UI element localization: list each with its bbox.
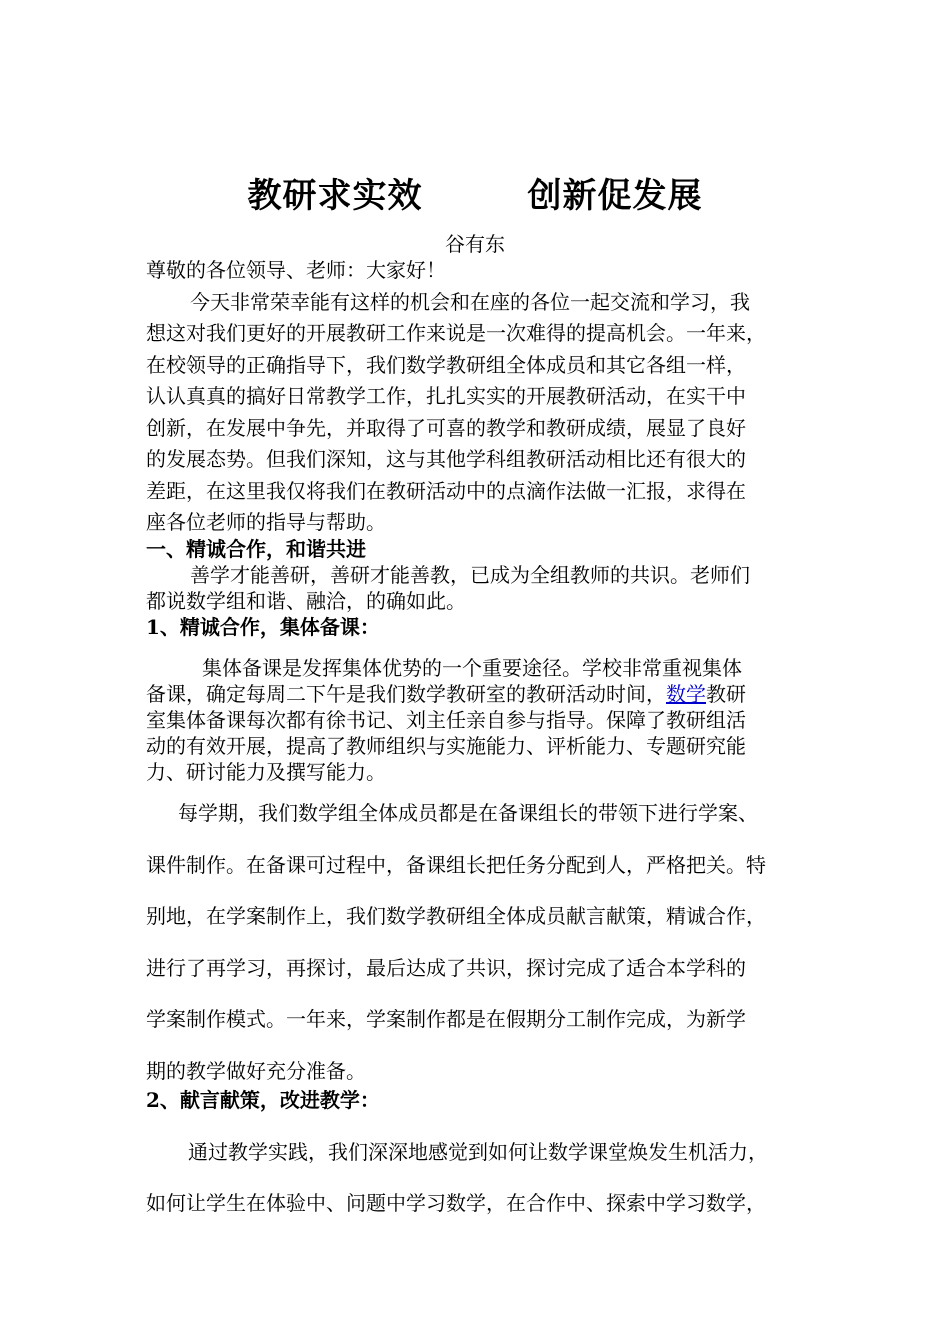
section-1-text-line: 善学才能善研，善研才能善教，已成为全组教师的共识。老师们 [190,563,750,587]
subsection-1-paragraph-2 [146,788,826,1097]
subsection-1-heading: 1、精诚合作，集体备课： [146,615,380,639]
paragraph-text: 备课，确定每周二下午是我们数学教研室的教研活动时间， [146,682,666,706]
intro-line: 座各位老师的指导与帮助。 [146,510,386,534]
intro-line: 创新，在发展中争先，并取得了可喜的教学和教研成绩，展显了良好 [146,415,746,440]
subsection-2-heading: 2、献言献策，改进教学： [146,1088,380,1112]
intro-line: 的发展态势。但我们深知，这与其他学科组教研活动相比还有很大的 [146,447,746,471]
intro-line: 想这对我们更好的开展教研工作来说是一次难得的提高机会。一年来， [146,321,766,345]
author-name: 谷有东 [445,232,505,256]
paragraph-line: 别地，在学案制作上，我们数学教研组全体成员献言献策，精诚合作， [146,904,766,928]
greeting: 尊敬的各位领导、老师：大家好！ [146,258,446,282]
intro-section [146,255,826,539]
paragraph-text: 教研 [706,682,746,706]
subsection-1-heading-block [146,614,826,640]
subsection-2 [146,1075,826,1230]
section-1-heading: 一、精诚合作，和谐共进 [146,537,366,561]
document-title: 教研求实效 创新促发展 [247,176,703,216]
paragraph-line: 集体备课是发挥集体优势的一个重要途径。学校非常重视集体 [202,656,742,680]
section-1-text-line: 都说数学组和谐、融洽，的确如此。 [146,589,466,613]
paragraph-line: 动的有效开展，提高了教师组织与实施能力、评析能力、专题研究能 [146,734,746,758]
section-1 [146,536,826,614]
intro-line: 认认真真的搞好日常教学工作，扎扎实实的开展教研活动，在实干中 [146,384,746,408]
paragraph-line: 每学期，我们数学组全体成员都是在备课组长的带领下进行学案、 [178,801,758,825]
paragraph-line: 力、研讨能力及撰写能力。 [146,760,386,784]
paragraph-line: 期的教学做好充分准备。 [146,1058,366,1083]
intro-line: 差距，在这里我仅将我们在教研活动中的点滴作法做一汇报，求得在 [146,478,746,503]
paragraph-line: 室集体备课每次都有徐书记、刘主任亲自参与指导。保障了教研组活 [146,708,746,732]
paragraph-line: 学案制作模式。一年来，学案制作都是在假期分工制作完成，为新学 [146,1007,746,1031]
intro-line: 今天非常荣幸能有这样的机会和在座的各位一起交流和学习，我 [190,289,750,314]
math-link[interactable]: 数学 [666,682,706,706]
paragraph-line: 进行了再学习，再探讨，最后达成了共识，探讨完成了适合本学科的 [146,955,746,980]
paragraph-line-with-link [146,681,826,707]
intro-line: 在校领导的正确指导下，我们数学教研组全体成员和其它各组一样， [146,352,746,377]
paragraph-line: 课件制作。在备课可过程中，备课组长把任务分配到人，严格把关。特 [146,852,766,877]
paragraph-line: 如何让学生在体验中、问题中学习数学，在合作中、探索中学习数学， [146,1191,766,1215]
subsection-1-paragraph-1 [146,655,826,785]
paragraph-line: 通过教学实践，我们深深地感觉到如何让数学课堂焕发生机活力， [188,1139,768,1164]
